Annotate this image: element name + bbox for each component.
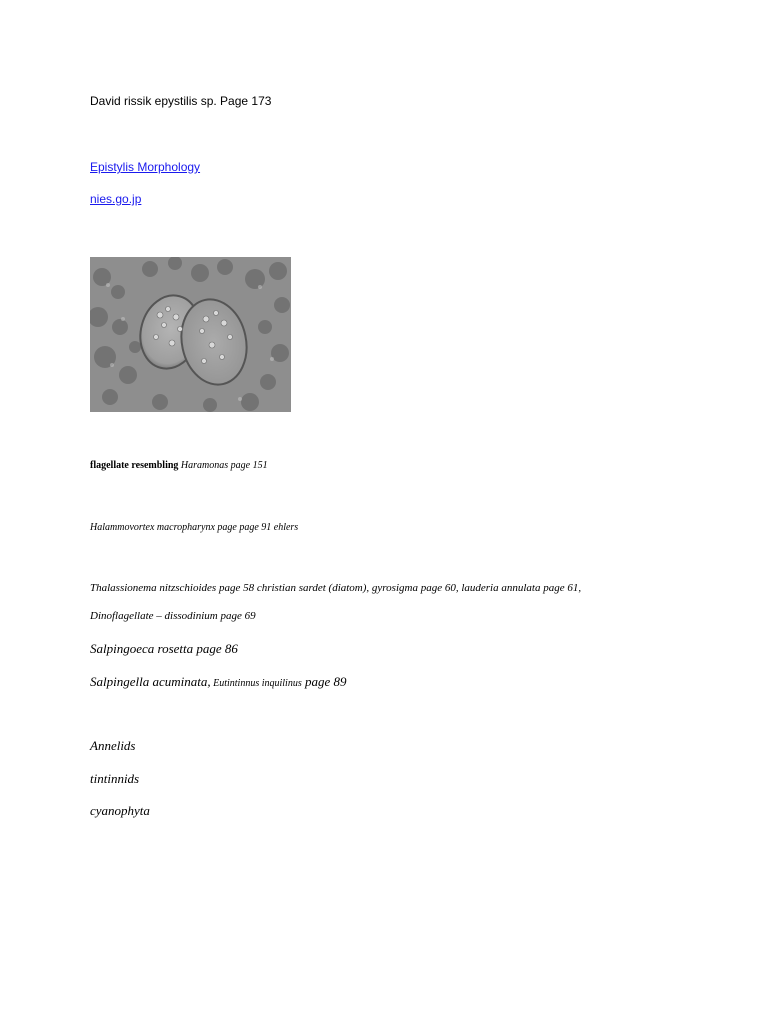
salpingella-page-text: page 89 <box>301 674 347 689</box>
micrograph-image <box>90 257 291 412</box>
thalassionema-note: Thalassionema nitzschioides page 58 christian sardet (diatom), gyrosigma page 60, lauderia annulata page 61, <box>90 582 582 594</box>
haramonas-text: Haramonas page 151 <box>178 460 268 471</box>
page-heading: David rissik epystilis sp. Page 173 <box>90 94 272 108</box>
annelids-note: Annelids <box>90 738 136 753</box>
salpingella-note <box>90 673 347 691</box>
epistylis-morphology-link[interactable]: Epistylis Morphology <box>90 160 201 174</box>
flagellate-note <box>90 460 268 471</box>
nies-link[interactable]: nies.go.jp <box>90 192 142 206</box>
flagellate-bold-text: flagellate resembling <box>90 460 179 471</box>
salpingoeca-note: Salpingoeca rosetta page 86 <box>90 641 238 656</box>
halammovortex-note: Halammovortex macropharynx page page 91 ehlers <box>90 522 299 533</box>
dinoflagellate-note: Dinoflagellate – dissodinium page 69 <box>90 610 256 622</box>
salpingella-text: Salpingella acuminata, <box>90 674 211 689</box>
tintinnids-note: tintinnids <box>90 771 140 786</box>
eutintinnus-text: Eutintinnus inquilinus <box>210 678 302 689</box>
cyanophyta-note: cyanophyta <box>90 803 150 818</box>
